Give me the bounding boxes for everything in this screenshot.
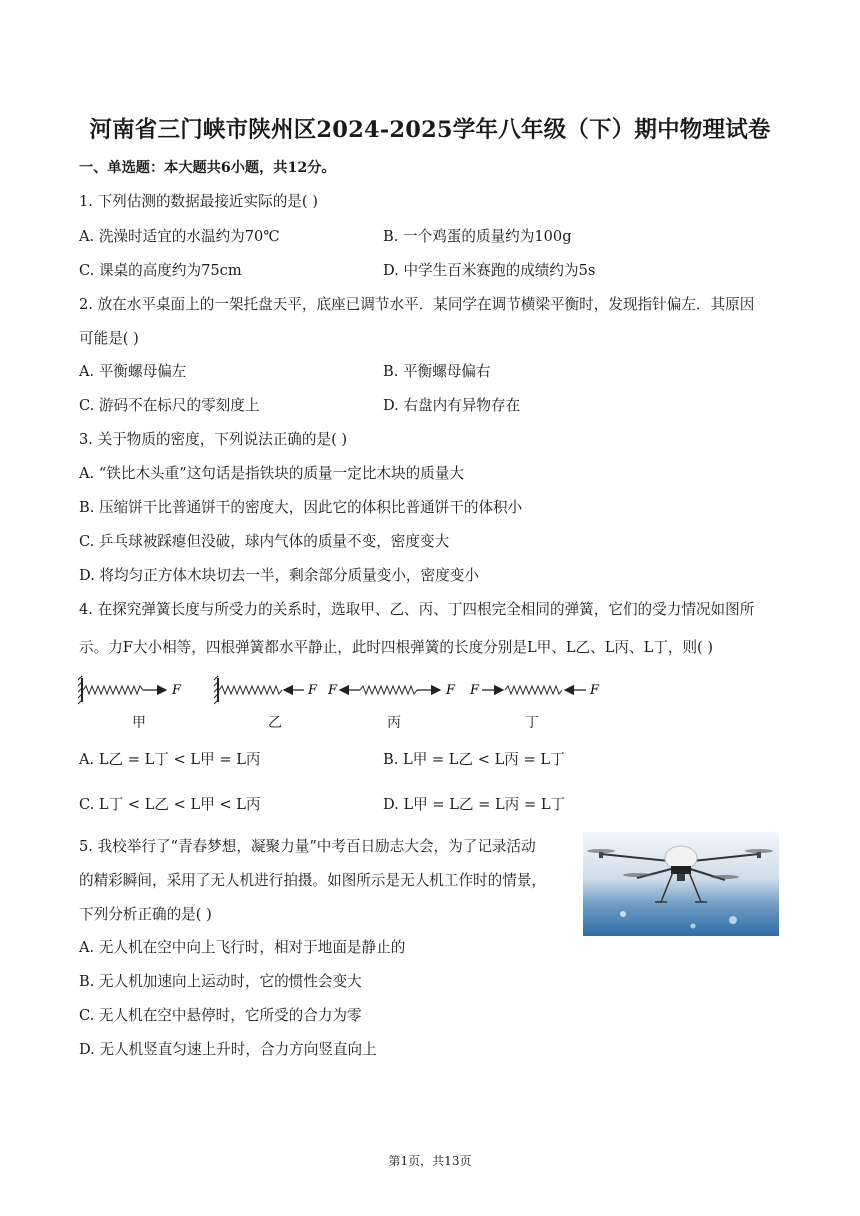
question-2-stem-line1: 2. 放在水平桌面上的一架托盘天平，底座已调节水平．某同学在调节横梁平衡时，发现指针偏左．其原因 xyxy=(79,296,755,313)
q1-option-c: C. 课桌的高度约为75cm xyxy=(79,262,242,279)
q2-option-d: D. 右盘内有异物存在 xyxy=(383,397,521,414)
q4-option-a: A. L乙 = L丁 < L甲 = L丙 xyxy=(79,751,261,768)
q5-option-c: C. 无人机在空中悬停时，它所受的合力为零 xyxy=(79,1007,362,1024)
question-1-stem: 1. 下列估测的数据最接近实际的是( ) xyxy=(79,193,318,210)
exam-title: 河南省三门峡市陕州区2024-2025学年八年级（下）期中物理试卷 xyxy=(89,117,771,143)
question-3-stem: 3. 关于物质的密度，下列说法正确的是( ) xyxy=(79,431,348,448)
q2-option-a: A. 平衡螺母偏左 xyxy=(79,363,187,380)
q4-option-d: D. L甲 = L乙 = L丙 = L丁 xyxy=(383,796,566,813)
force-label-bing-left: F xyxy=(328,683,338,698)
q3-option-d: D. 将均匀正方体木块切去一半，剩余部分质量变小，密度变小 xyxy=(79,567,479,584)
q3-option-a: A. “铁比木头重”这句话是指铁块的质量一定比木块的质量大 xyxy=(79,465,464,482)
question-4-stem-line2: 示。力F大小相等，四根弹簧都水平静止，此时四根弹簧的长度分别是L甲、L乙、L丙、L丁，则( ) xyxy=(79,639,714,656)
force-label-ding-left: F xyxy=(470,683,480,698)
q4-option-b: B. L甲 = L乙 < L丙 = L丁 xyxy=(383,751,565,768)
spring-yi xyxy=(214,676,318,704)
fig-label-jia: 甲 xyxy=(132,715,146,731)
question-2-stem-line2: 可能是( ) xyxy=(79,330,139,347)
fig-label-yi: 乙 xyxy=(268,715,282,731)
spring-ding xyxy=(469,683,600,698)
question-5-stem-line3: 下列分析正确的是( ) xyxy=(79,906,212,923)
question-4-stem-line1: 4. 在探究弹簧长度与所受力的关系时，选取甲、乙、丙、丁四根完全相同的弹簧，它们的受力情况如图所 xyxy=(79,601,755,618)
q1-option-d: D. 中学生百米赛跑的成绩约为5s xyxy=(383,262,596,279)
fig-label-ding: 丁 xyxy=(525,715,539,731)
spring-figure xyxy=(78,672,618,708)
force-label-ding-right: F xyxy=(590,683,600,698)
page-footer: 第1页，共13页 xyxy=(388,1154,472,1168)
q1-option-b: B. 一个鸡蛋的质量约为100g xyxy=(383,228,572,245)
question-5-stem-line1: 5. 我校举行了“青春梦想，凝聚力量”中考百日励志大会，为了记录活动 xyxy=(79,838,536,855)
q5-option-d: D. 无人机竖直匀速上升时，合力方向竖直向上 xyxy=(79,1041,377,1058)
q2-option-c: C. 游码不在标尺的零刻度上 xyxy=(79,397,260,414)
force-label-bing-right: F xyxy=(446,683,456,698)
spring-bing xyxy=(327,683,456,698)
q5-option-a: A. 无人机在空中向上飞行时，相对于地面是静止的 xyxy=(79,939,406,956)
spring-jia xyxy=(78,676,182,704)
q1-option-a: A. 洗澡时适宜的水温约为70℃ xyxy=(79,228,280,245)
force-label-yi: F xyxy=(308,683,318,698)
force-label-jia: F xyxy=(172,683,182,698)
q2-option-b: B. 平衡螺母偏右 xyxy=(383,363,491,380)
section-heading: 一、单选题：本大题共6小题，共12分。 xyxy=(79,160,336,176)
q3-option-b: B. 压缩饼干比普通饼干的密度大，因此它的体积比普通饼干的体积小 xyxy=(79,499,523,516)
drone-photo xyxy=(583,832,779,936)
fig-label-bing: 丙 xyxy=(387,715,401,731)
question-5-stem-line2: 的精彩瞬间，采用了无人机进行拍摄。如图所示是无人机工作时的情景， xyxy=(79,872,547,889)
q3-option-c: C. 乒乓球被踩瘪但没破，球内气体的质量不变，密度变大 xyxy=(79,533,450,550)
q5-option-b: B. 无人机加速向上运动时，它的惯性会变大 xyxy=(79,973,362,990)
q4-option-c: C. L丁 < L乙 < L甲 < L丙 xyxy=(79,796,261,813)
